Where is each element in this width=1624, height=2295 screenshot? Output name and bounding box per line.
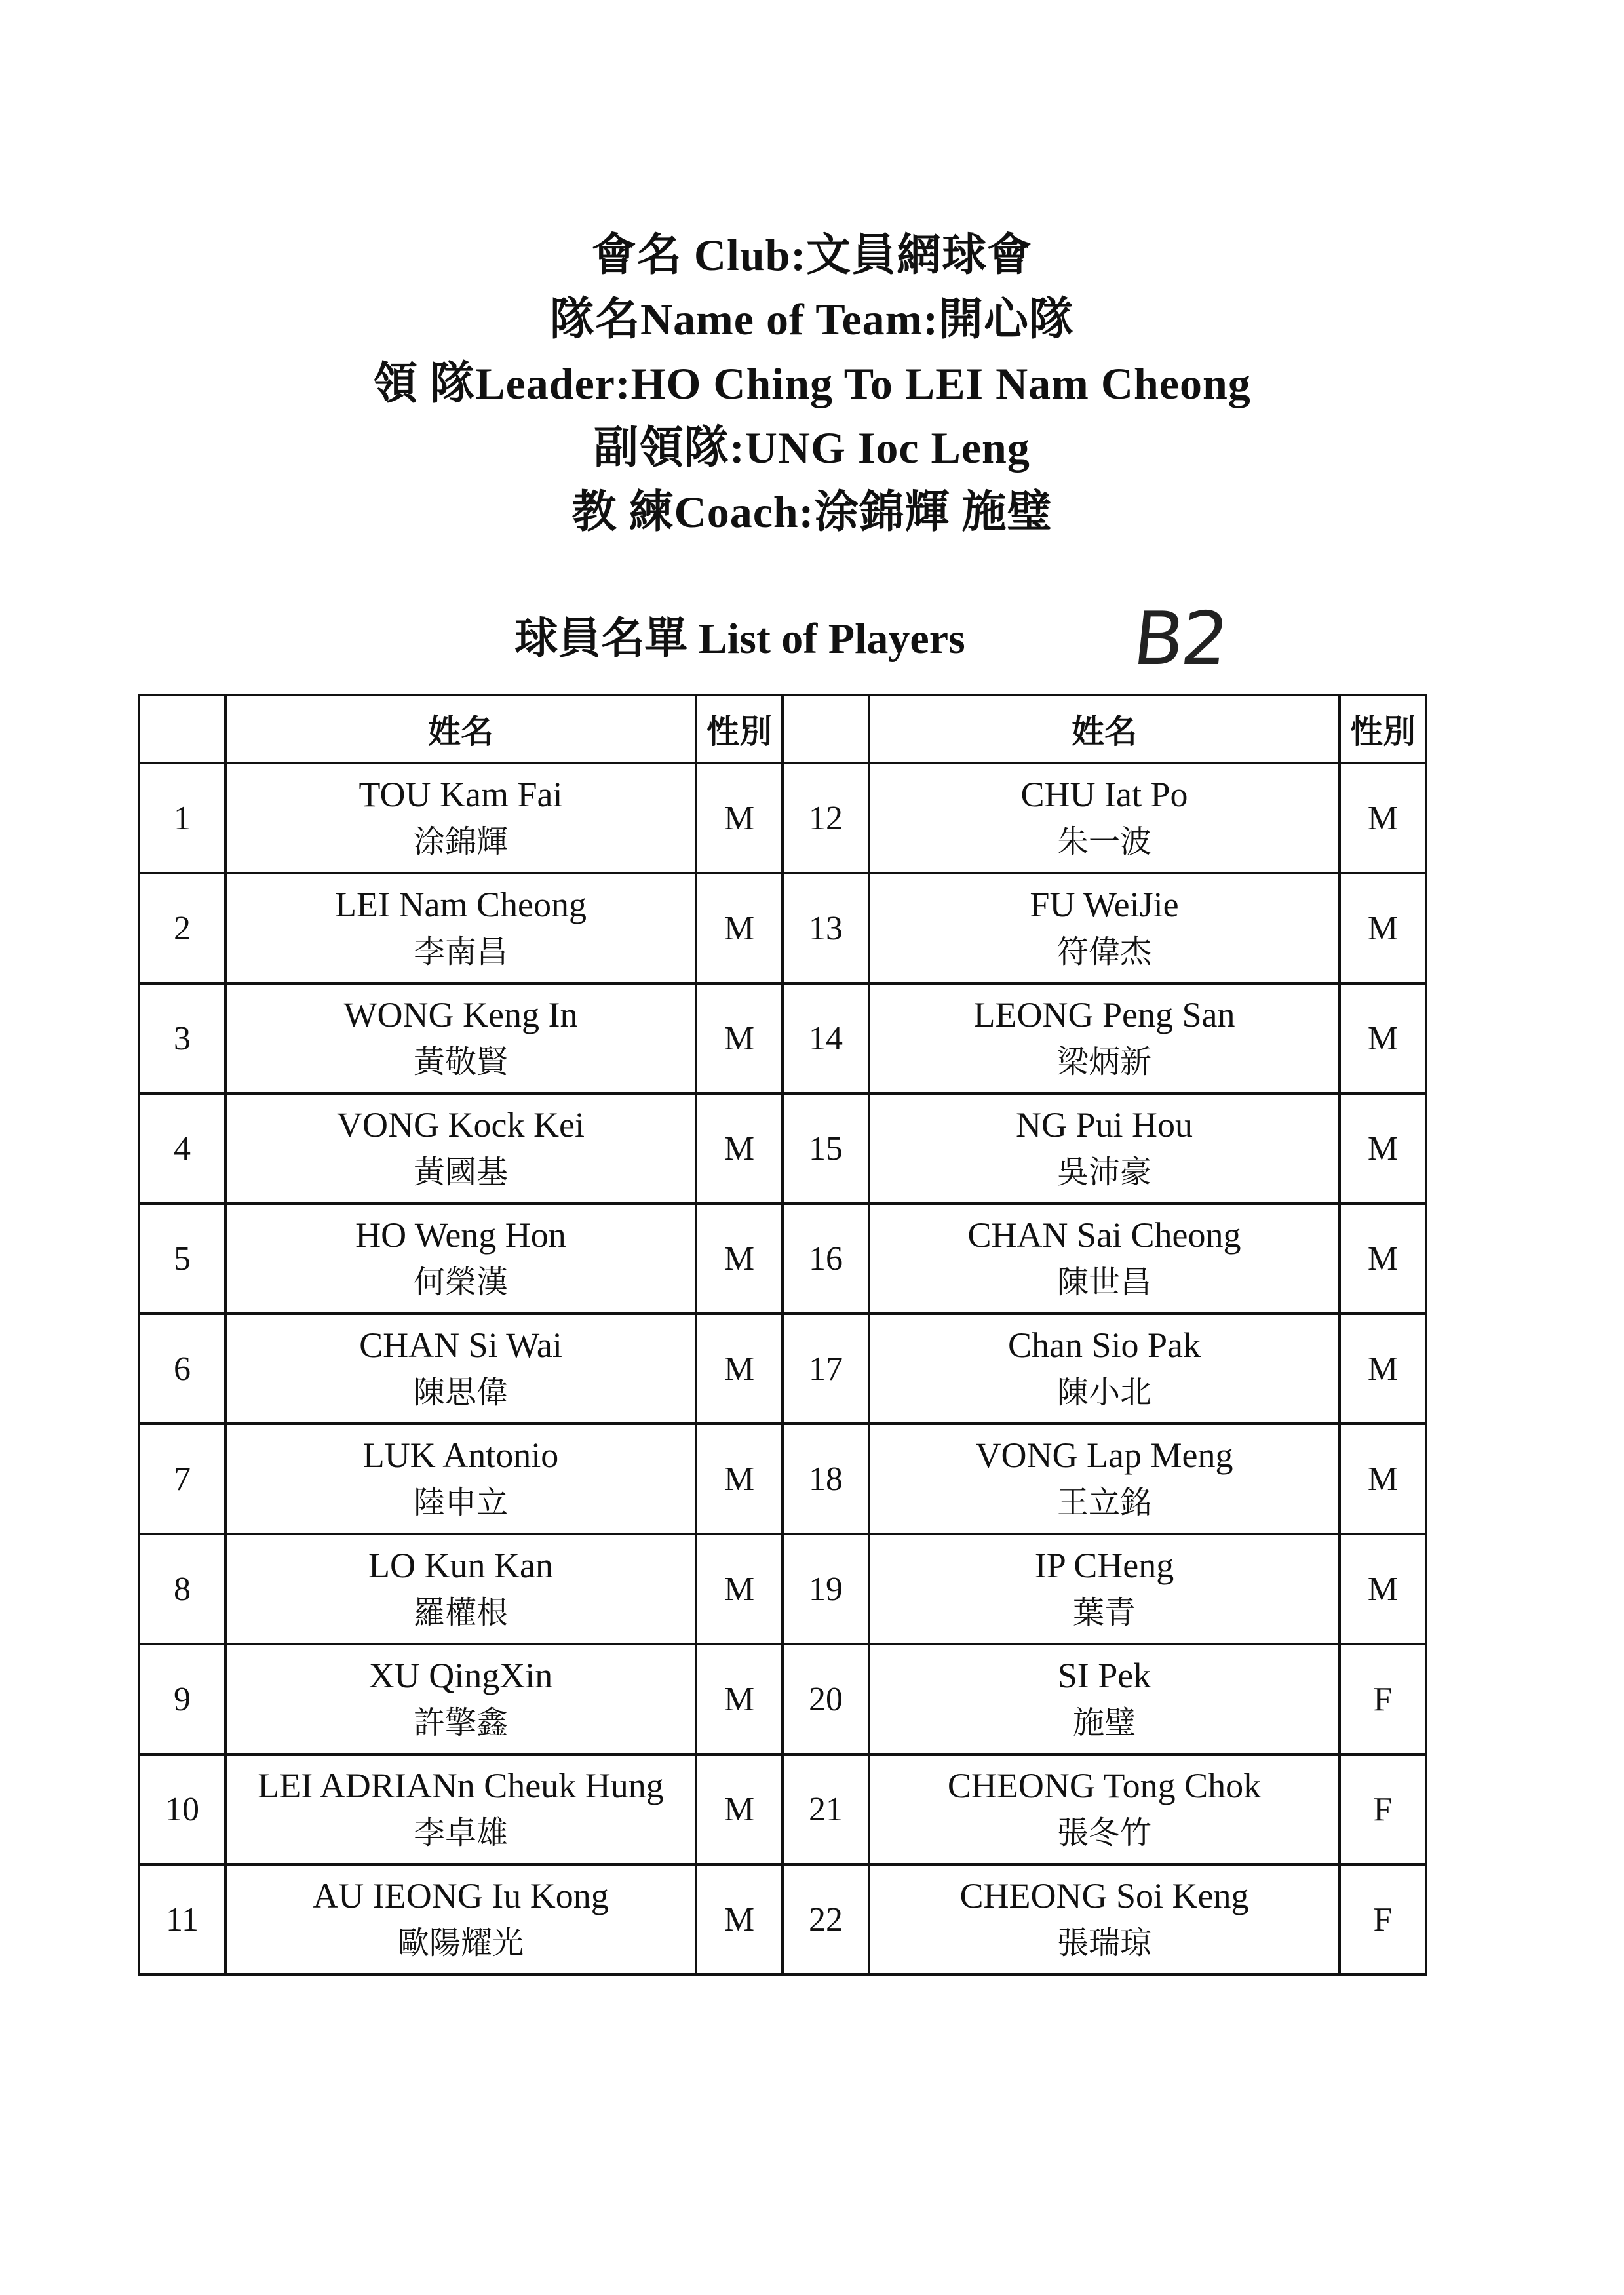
document-header xyxy=(0,223,1624,544)
player-name-english: VONG Kock Kei xyxy=(337,1105,585,1145)
player-number: 20 xyxy=(783,1644,869,1754)
player-name-chinese: 張瑞琼 xyxy=(1056,1925,1151,1961)
player-number: 18 xyxy=(783,1424,869,1534)
player-name-chinese: 李卓雄 xyxy=(413,1814,508,1851)
player-name-cell xyxy=(225,1534,696,1644)
player-name-chinese: 張冬竹 xyxy=(1056,1814,1151,1851)
club-line: 會名 Club:文員網球會 xyxy=(591,230,1033,280)
player-name-chinese: 陳小北 xyxy=(1056,1374,1151,1411)
player-name-cell xyxy=(869,1644,1340,1754)
player-name-english: Chan Sio Pak xyxy=(1007,1325,1201,1365)
player-name-chinese: 陳世昌 xyxy=(1056,1264,1151,1301)
table-row xyxy=(139,1864,1426,1974)
player-name-chinese: 羅權根 xyxy=(413,1594,508,1631)
table-row xyxy=(139,1204,1426,1314)
player-name-cell xyxy=(225,873,696,983)
table-row xyxy=(139,1534,1426,1644)
header-number-right xyxy=(783,695,869,763)
handwritten-group-mark: B2 xyxy=(1129,597,1230,682)
player-gender: M xyxy=(696,1534,783,1644)
player-number: 6 xyxy=(139,1314,225,1424)
player-number: 21 xyxy=(783,1754,869,1864)
player-number: 1 xyxy=(139,763,225,873)
player-gender: M xyxy=(696,763,783,873)
player-gender: M xyxy=(1340,1093,1426,1204)
player-name-english: NG Pui Hou xyxy=(1015,1105,1193,1145)
player-gender: M xyxy=(696,983,783,1093)
table-row xyxy=(139,1644,1426,1754)
player-number: 17 xyxy=(783,1314,869,1424)
header-name-left: 姓名 xyxy=(225,695,696,763)
player-number: 15 xyxy=(783,1093,869,1204)
player-gender: M xyxy=(696,1314,783,1424)
player-name-cell xyxy=(225,1644,696,1754)
player-name-english: AU IEONG Iu Kong xyxy=(313,1876,609,1915)
player-name-english: VONG Lap Meng xyxy=(975,1436,1233,1475)
player-name-cell xyxy=(869,763,1340,873)
player-gender: M xyxy=(1340,873,1426,983)
team-line: 隊名Name of Team:開心隊 xyxy=(550,294,1074,344)
player-name-cell xyxy=(869,983,1340,1093)
table-row xyxy=(139,1754,1426,1864)
player-name-english: SI Pek xyxy=(1057,1656,1151,1695)
players-table-body xyxy=(139,763,1426,1974)
player-name-english: CHEONG Soi Keng xyxy=(959,1876,1249,1915)
player-number: 5 xyxy=(139,1204,225,1314)
table-row xyxy=(139,983,1426,1093)
player-number: 3 xyxy=(139,983,225,1093)
player-name-cell xyxy=(869,1534,1340,1644)
player-name-chinese: 何榮漢 xyxy=(413,1264,508,1301)
player-name-cell xyxy=(869,1204,1340,1314)
player-gender: M xyxy=(696,873,783,983)
player-gender: M xyxy=(696,1204,783,1314)
player-name-chinese: 涂錦輝 xyxy=(413,823,508,860)
player-name-cell xyxy=(869,1864,1340,1974)
table-row xyxy=(139,873,1426,983)
player-gender: M xyxy=(1340,1424,1426,1534)
player-name-cell xyxy=(869,873,1340,983)
player-name-chinese: 朱一波 xyxy=(1056,823,1151,860)
player-name-english: CHAN Si Wai xyxy=(359,1325,562,1365)
player-gender: F xyxy=(1340,1864,1426,1974)
player-gender: M xyxy=(696,1424,783,1534)
player-name-english: WONG Keng In xyxy=(343,995,578,1034)
player-gender: M xyxy=(696,1093,783,1204)
player-name-cell xyxy=(225,1093,696,1204)
player-gender: M xyxy=(1340,763,1426,873)
player-name-chinese: 黃國基 xyxy=(413,1154,508,1190)
player-number: 8 xyxy=(139,1534,225,1644)
player-name-english: XU QingXin xyxy=(368,1656,553,1695)
player-name-cell xyxy=(869,1314,1340,1424)
player-name-chinese: 梁炳新 xyxy=(1056,1044,1151,1080)
table-header-row xyxy=(139,695,1426,763)
player-number: 16 xyxy=(783,1204,869,1314)
player-name-english: LEI Nam Cheong xyxy=(335,885,587,924)
player-gender: M xyxy=(1340,1204,1426,1314)
player-gender: F xyxy=(1340,1644,1426,1754)
header-gender-left: 性別 xyxy=(696,695,783,763)
player-name-english: CHEONG Tong Chok xyxy=(947,1766,1262,1805)
coach-line: 教 練Coach:涂錦輝 施璧 xyxy=(571,487,1053,537)
player-gender: M xyxy=(1340,1534,1426,1644)
player-number: 7 xyxy=(139,1424,225,1534)
player-name-english: CHAN Sai Cheong xyxy=(967,1215,1241,1255)
player-name-cell xyxy=(225,1864,696,1974)
player-name-cell xyxy=(225,1424,696,1534)
player-name-english: LEONG Peng San xyxy=(973,995,1235,1034)
list-title xyxy=(0,603,1624,665)
table-row xyxy=(139,1093,1426,1204)
player-name-english: CHU Iat Po xyxy=(1020,775,1188,814)
player-name-english: TOU Kam Fai xyxy=(358,775,563,814)
player-name-chinese: 李南昌 xyxy=(413,933,508,970)
players-table xyxy=(138,694,1427,1976)
leader-line: 領 隊Leader:HO Ching To LEI Nam Cheong xyxy=(373,359,1251,408)
player-name-english: LEI ADRIANn Cheuk Hung xyxy=(258,1766,664,1805)
player-name-cell xyxy=(869,1093,1340,1204)
player-name-english: LO Kun Kan xyxy=(368,1546,553,1585)
player-name-chinese: 歐陽耀光 xyxy=(397,1925,524,1961)
list-title-text: 球員名單 List of Players xyxy=(514,615,965,663)
player-number: 11 xyxy=(139,1864,225,1974)
table-row xyxy=(139,1314,1426,1424)
player-name-cell xyxy=(225,1314,696,1424)
header-gender-right: 性別 xyxy=(1340,695,1426,763)
player-number: 22 xyxy=(783,1864,869,1974)
player-gender: M xyxy=(696,1754,783,1864)
player-number: 14 xyxy=(783,983,869,1093)
table-row xyxy=(139,1424,1426,1534)
player-name-english: HO Weng Hon xyxy=(355,1215,566,1255)
player-number: 4 xyxy=(139,1093,225,1204)
player-gender: M xyxy=(696,1864,783,1974)
player-name-cell xyxy=(225,983,696,1093)
player-name-english: FU WeiJie xyxy=(1030,885,1179,924)
player-number: 19 xyxy=(783,1534,869,1644)
player-name-chinese: 葉青 xyxy=(1072,1594,1136,1631)
player-gender: M xyxy=(1340,1314,1426,1424)
player-name-chinese: 陸申立 xyxy=(413,1484,508,1521)
player-name-cell xyxy=(225,1204,696,1314)
player-name-english: LUK Antonio xyxy=(362,1436,559,1475)
player-gender: F xyxy=(1340,1754,1426,1864)
vice-leader-line: 副領隊:UNG Ioc Leng xyxy=(594,423,1030,473)
player-name-chinese: 黃敬賢 xyxy=(413,1044,508,1080)
player-number: 10 xyxy=(139,1754,225,1864)
player-name-chinese: 許擎鑫 xyxy=(413,1704,508,1741)
header-name-right: 姓名 xyxy=(869,695,1340,763)
player-number: 13 xyxy=(783,873,869,983)
player-name-cell xyxy=(225,1754,696,1864)
header-number-left xyxy=(139,695,225,763)
player-name-english: IP CHeng xyxy=(1034,1546,1174,1585)
player-number: 2 xyxy=(139,873,225,983)
player-name-chinese: 陳思偉 xyxy=(413,1374,508,1411)
player-gender: M xyxy=(696,1644,783,1754)
player-number: 9 xyxy=(139,1644,225,1754)
player-name-chinese: 符偉杰 xyxy=(1056,933,1151,970)
table-row xyxy=(139,763,1426,873)
player-number: 12 xyxy=(783,763,869,873)
player-name-chinese: 吳沛豪 xyxy=(1056,1154,1151,1190)
player-name-chinese: 王立銘 xyxy=(1056,1484,1151,1521)
player-gender: M xyxy=(1340,983,1426,1093)
player-name-cell xyxy=(869,1754,1340,1864)
player-name-chinese: 施璧 xyxy=(1072,1704,1136,1741)
player-name-cell xyxy=(225,763,696,873)
player-name-cell xyxy=(869,1424,1340,1534)
